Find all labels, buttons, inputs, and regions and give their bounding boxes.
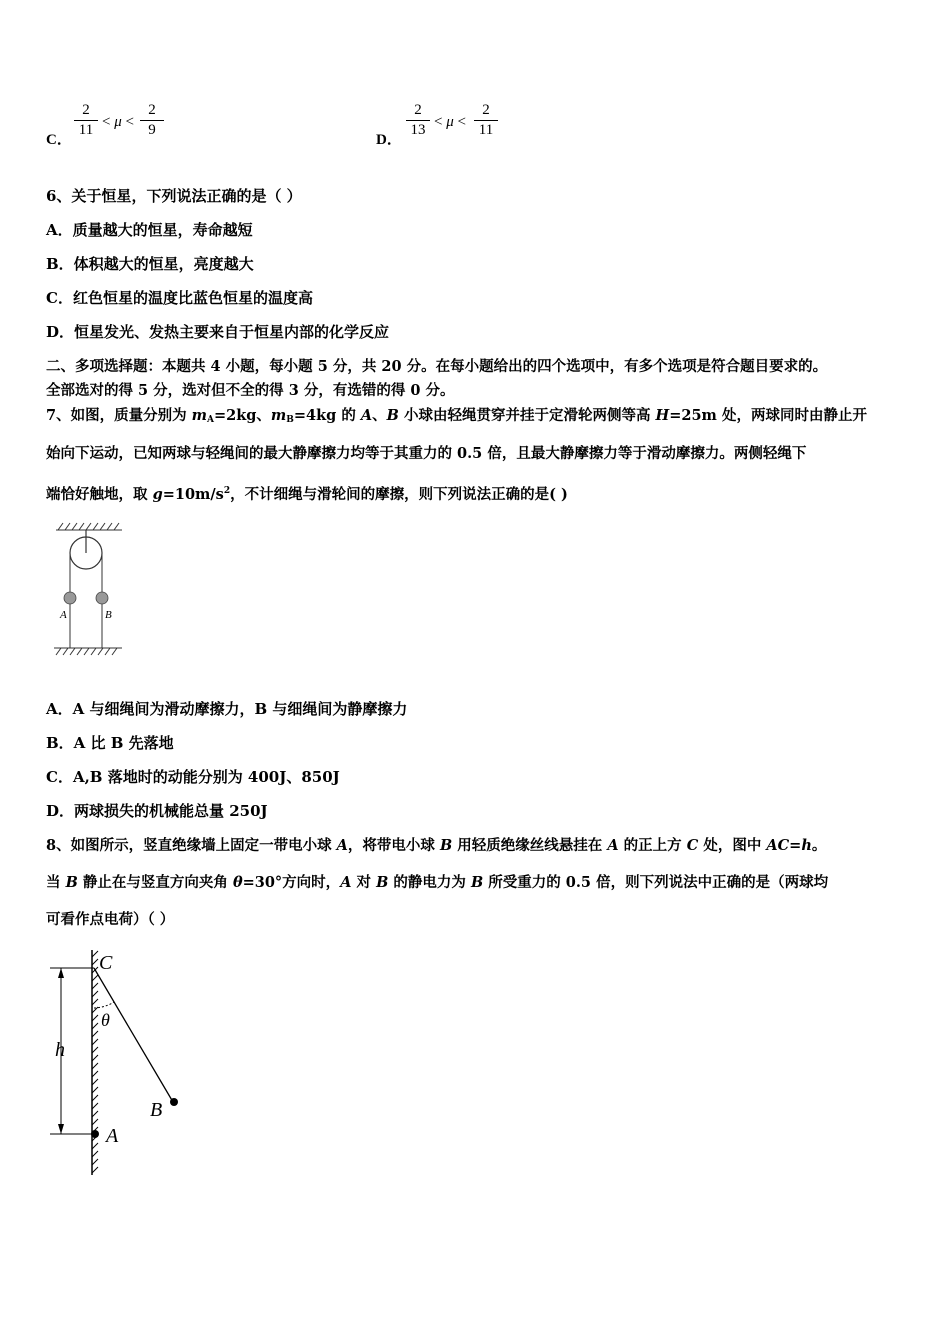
q6-stem: 6、关于恒星，下列说法正确的是（ ）: [46, 187, 302, 205]
q6-option-d: D．恒星发光、发热主要来自于恒星内部的化学反应: [46, 323, 390, 341]
label-theta: θ: [101, 1010, 110, 1030]
q8-stem-line3: 可看作点电荷）（ ）: [46, 911, 175, 928]
ball-a: [64, 592, 76, 604]
q7-option-a: A．A 与细绳间为滑动摩擦力，B 与细绳间为静摩擦力: [46, 700, 408, 718]
q6-option-a: A．质量越大的恒星，寿命越短: [46, 221, 253, 239]
label-c: C: [99, 952, 113, 974]
q8-stem-line1: 8、如图所示，竖直绝缘墙上固定一带电小球 A，将带电小球 B 用轻质绝缘丝线悬挂在 A 的正上方 C 处，图中 AC=h。: [46, 837, 827, 854]
dim-arrow-up: [58, 968, 64, 978]
q6-option-b: B．体积越大的恒星，亮度越大: [46, 255, 254, 273]
q6-option-c: C．红色恒星的温度比蓝色恒星的温度高: [46, 289, 313, 307]
fraction-lower: 2 11: [74, 102, 98, 139]
angle-arc: [94, 1002, 114, 1008]
q7-stem-line1: 7、如图，质量分别为 $m_A=2kg$、$m_B=4kg$ 的 A、B 小球由轻绳贯穿并挂于定滑轮两侧等高 H=25m 处，两球同时由静止开: [46, 407, 867, 425]
charge-b: [170, 1098, 178, 1106]
wall-charge-figure: [44, 945, 194, 1180]
pulley-figure: [50, 520, 130, 656]
ball-b-label: B: [105, 609, 112, 621]
ball-b: [96, 592, 108, 604]
q7-option-d: D．两球损失的机械能总量 250J: [46, 802, 268, 820]
fraction-lower: 2 13: [406, 102, 430, 139]
ball-a-label: A: [60, 609, 67, 621]
q7-option-b: B．A 比 B 先落地: [46, 734, 174, 752]
option-d-prev: [376, 100, 576, 150]
inequality-middle: < μ <: [434, 114, 466, 130]
fraction-upper: 2 11: [474, 102, 498, 139]
dim-arrow-down: [58, 1124, 64, 1134]
q7-stem-line2: 始向下运动，已知两球与轻绳间的最大静摩擦力均等于其重力的 0.5 倍，且最大静摩擦力等于滑动摩擦力。两侧轻绳下: [46, 445, 807, 462]
label-a: A: [106, 1125, 119, 1147]
option-d-label: D．: [376, 132, 402, 148]
ceiling-hatch: [56, 523, 122, 530]
q7-stem-line3: 端恰好触地，取 $g=10m/s^2$，不计细绳与滑轮间的摩擦，则下列说法正确的是( ): [46, 486, 568, 503]
q8-stem-line2: 当 B 静止在与竖直方向夹角 θ=30°方向时，A 对 B 的静电力为 B 所受重力的 0.5 倍，则下列说法中正确的是（两球均: [46, 874, 829, 891]
section2-header-line2: 全部选对的得 5 分，选对但不全的得 3 分，有选错的得 0 分。: [46, 382, 455, 399]
inequality-middle: < μ <: [102, 114, 134, 130]
q7-option-c: C．A,B 落地时的动能分别为 400J、850J: [46, 768, 340, 786]
fraction-upper: 2 9: [140, 102, 164, 139]
label-h: h: [55, 1039, 65, 1061]
option-c-label: C．: [46, 132, 72, 148]
charge-a: [91, 1130, 99, 1138]
ground-hatch: [54, 648, 122, 655]
section2-header-line1: 二、多项选择题：本题共 4 小题，每小题 5 分，共 20 分。在每小题给出的四个选项中，有多个选项是符合题目要求的。: [46, 358, 828, 375]
thread: [94, 968, 173, 1102]
label-b: B: [150, 1099, 163, 1121]
wall-hatch: [92, 951, 98, 1173]
option-c-prev: [46, 100, 246, 150]
